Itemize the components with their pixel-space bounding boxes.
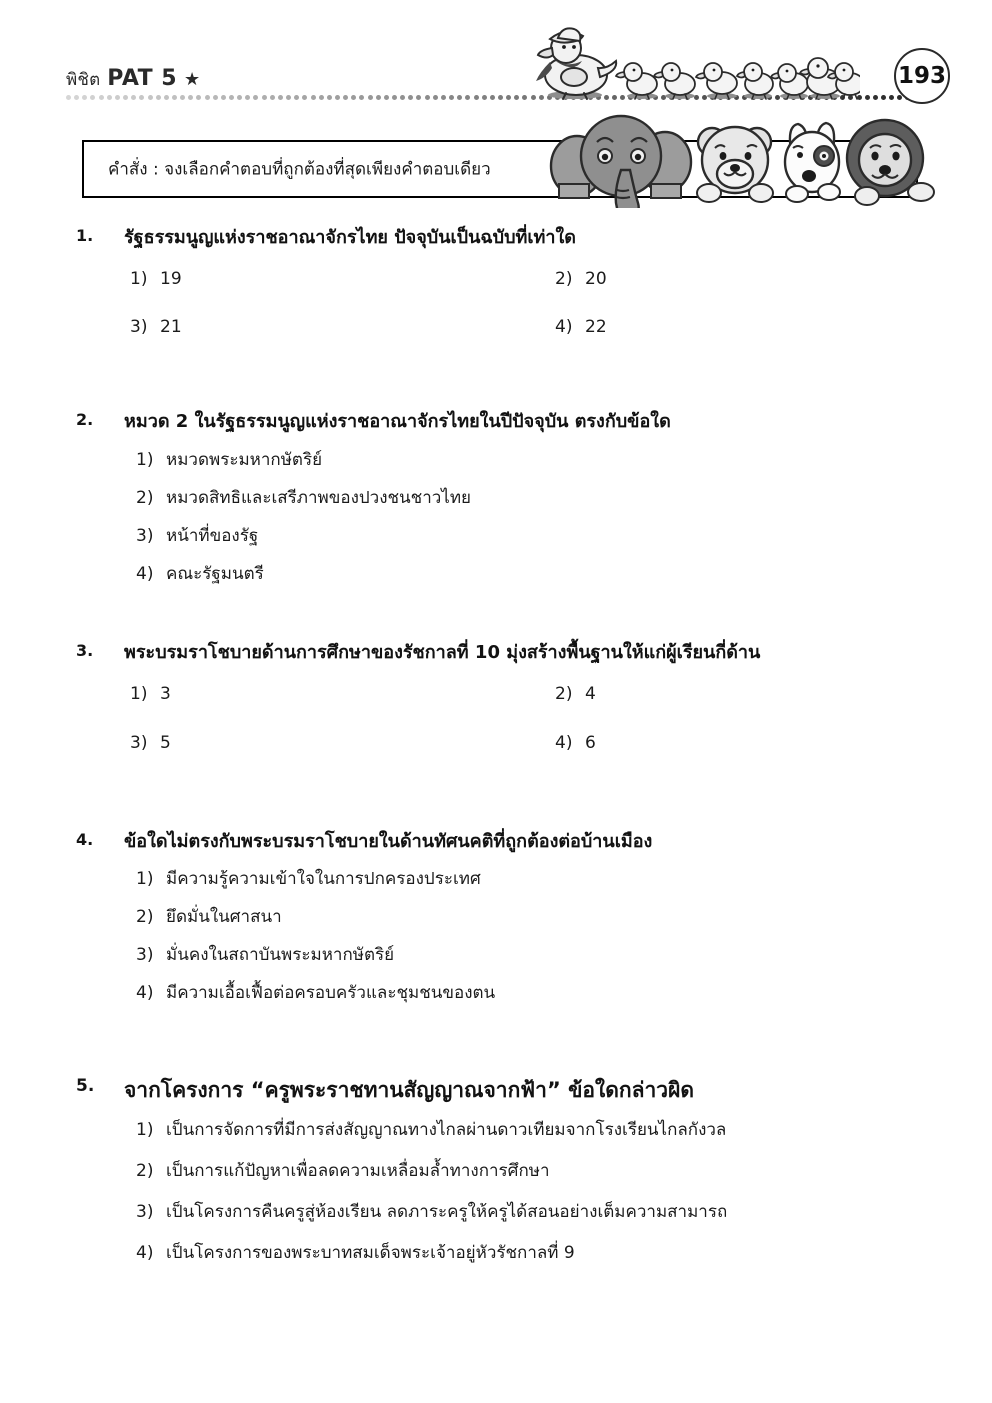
choice-label: ยึดมั่นในศาสนา: [166, 907, 282, 928]
question-block: [0, 226, 992, 338]
rule-dot: [294, 95, 299, 100]
choice-key: 3): [136, 525, 154, 546]
rule-dot: [416, 95, 421, 100]
choice-option[interactable]: [136, 487, 992, 509]
instruction-text: คำสั่ง : จงเลือกคำตอบที่ถูกต้องที่สุดเพียงคำตอบเดียว: [108, 159, 491, 180]
rule-dot: [449, 95, 454, 100]
choice-key: 3): [130, 732, 148, 753]
rule-dot: [74, 95, 79, 100]
rule-dot: [490, 95, 495, 100]
choice-key: 2): [136, 1160, 154, 1181]
choice-key: 2): [555, 684, 573, 705]
rule-dot: [343, 95, 348, 100]
choice-list: [0, 250, 992, 338]
rule-dot: [384, 95, 389, 100]
choice-label: 4: [585, 684, 596, 705]
choice-label: 6: [585, 732, 596, 753]
choice-option[interactable]: [555, 732, 992, 754]
rule-dot: [237, 95, 242, 100]
book-title-pat: PAT 5: [107, 66, 178, 91]
choice-label: 22: [585, 317, 607, 338]
choice-label: 5: [160, 732, 171, 753]
rule-dot: [327, 95, 332, 100]
choice-option[interactable]: [136, 982, 992, 1004]
rule-dot: [457, 95, 462, 100]
choice-label: หมวดพระมหากษัตริย์: [166, 449, 323, 470]
rule-dot: [164, 95, 169, 100]
choice-option[interactable]: [136, 1242, 992, 1264]
choice-key: 3): [136, 945, 154, 966]
rule-dot: [229, 95, 234, 100]
questions-list: [0, 226, 992, 1283]
question-number: 2.: [76, 410, 94, 430]
choice-label: 21: [160, 317, 182, 338]
rule-dot: [359, 95, 364, 100]
choice-key: 2): [136, 487, 154, 508]
rule-dot: [400, 95, 405, 100]
choice-option[interactable]: [130, 268, 555, 290]
choice-option[interactable]: [136, 563, 992, 585]
choice-key: 4): [136, 1242, 154, 1263]
choice-option[interactable]: [130, 683, 555, 705]
question-number: 3.: [76, 641, 94, 661]
choice-label: 20: [585, 269, 607, 290]
choice-label: หมวดสิทธิและเสรีภาพของปวงชนชาวไทย: [166, 487, 472, 508]
rule-dot: [139, 95, 144, 100]
question-header: [0, 1076, 992, 1104]
rule-dot: [514, 95, 519, 100]
choice-option[interactable]: [136, 1119, 992, 1141]
question-block: [0, 410, 992, 585]
rule-dot: [474, 95, 479, 100]
rule-dot: [205, 95, 210, 100]
rule-dot: [889, 95, 894, 100]
question-block: [0, 641, 992, 753]
choice-key: 1): [130, 684, 148, 705]
rule-dot: [425, 95, 430, 100]
rule-dot: [270, 95, 275, 100]
rule-dot: [148, 95, 153, 100]
choice-key: 3): [136, 1201, 154, 1222]
star-icon: ★: [183, 69, 201, 90]
rule-dot: [392, 95, 397, 100]
question-number: 5.: [76, 1076, 95, 1097]
rule-dot: [865, 95, 870, 100]
choice-key: 1): [136, 1119, 154, 1140]
choice-option[interactable]: [136, 449, 992, 471]
choice-option[interactable]: [136, 868, 992, 890]
rule-dot: [433, 95, 438, 100]
question-spacer: [0, 585, 992, 641]
rule-dot: [99, 95, 104, 100]
choice-label: คณะรัฐมนตรี: [166, 564, 264, 585]
rule-dot: [156, 95, 161, 100]
choice-label: หน้าที่ของรัฐ: [166, 525, 259, 546]
choice-key: 4): [136, 983, 154, 1004]
rule-dot: [278, 95, 283, 100]
rule-dot: [82, 95, 87, 100]
rule-dot: [253, 95, 258, 100]
question-header: [0, 830, 992, 854]
rule-dot: [311, 95, 316, 100]
rule-dot: [107, 95, 112, 100]
rule-dot: [498, 95, 503, 100]
rule-dot: [115, 95, 120, 100]
question-text: รัฐธรรมนูญแห่งราชอาณาจักรไทย ปัจจุบันเป็นฉบับที่เท่าใด: [124, 227, 576, 248]
page-header: [0, 0, 992, 112]
question-text: ข้อใดไม่ตรงกับพระบรมราโชบายในด้านทัศนคติที่ถูกต้องต่อบ้านเมือง: [124, 830, 653, 852]
rule-dot: [335, 95, 340, 100]
rule-dot: [221, 95, 226, 100]
rule-dot: [873, 95, 878, 100]
question-number: 4.: [76, 829, 94, 849]
question-number: 1.: [76, 226, 94, 245]
choice-list: [0, 1105, 992, 1264]
instruction-box: [82, 140, 918, 198]
duck-parade-icon: [530, 22, 860, 102]
choice-option[interactable]: [136, 1160, 992, 1182]
rule-dot: [188, 95, 193, 100]
question-spacer: [0, 1004, 992, 1076]
rule-dot: [376, 95, 381, 100]
choice-label: 19: [160, 269, 182, 290]
choice-key: 1): [130, 269, 148, 290]
question-text: หมวด 2 ในรัฐธรรมนูญแห่งราชอาณาจักรไทยในปีปัจจุบัน ตรงกับข้อใด: [124, 411, 671, 433]
rule-dot: [465, 95, 470, 100]
question-text: จากโครงการ “ครูพระราชทานสัญญาณจากฟ้า” ข้อใดกล่าวผิด: [124, 1078, 695, 1103]
rule-dot: [351, 95, 356, 100]
choice-label: เป็นการแก้ปัญหาเพื่อลดความเหลื่อมล้ำทางการศึกษา: [166, 1160, 550, 1181]
choice-option[interactable]: [555, 316, 992, 338]
choice-list: [0, 435, 992, 585]
rule-dot: [319, 95, 324, 100]
choice-label: มีความรู้ความเข้าใจในการปกครองประเทศ: [166, 868, 481, 889]
question-text: พระบรมราโชบายด้านการศึกษาของรัชกาลที่ 10 มุ่งสร้างพื้นฐานให้แก่ผู้เรียนกี่ด้าน: [124, 642, 761, 664]
choice-label: มั่นคงในสถาบันพระมหากษัตริย์: [166, 945, 395, 966]
choice-option[interactable]: [130, 316, 555, 338]
choice-label: เป็นการจัดการที่มีการส่งสัญญาณทางไกลผ่านดาวเทียมจากโรงเรียนไกลกังวล: [166, 1119, 727, 1140]
rule-dot: [213, 95, 218, 100]
rule-dot: [441, 95, 446, 100]
rule-dot: [506, 95, 511, 100]
rule-dot: [131, 95, 136, 100]
choice-option[interactable]: [136, 1201, 992, 1223]
question-block: [0, 1076, 992, 1264]
choice-key: 4): [136, 564, 154, 585]
choice-key: 3): [130, 317, 148, 338]
choice-key: 1): [136, 449, 154, 470]
rule-dot: [180, 95, 185, 100]
rule-dot: [262, 95, 267, 100]
choice-option[interactable]: [555, 683, 992, 705]
book-title: [66, 66, 200, 93]
rule-dot: [286, 95, 291, 100]
choice-list: [0, 665, 992, 753]
choice-option[interactable]: [136, 906, 992, 928]
rule-dot: [66, 95, 71, 100]
instruction-area: [82, 140, 918, 198]
choice-option[interactable]: [136, 525, 992, 547]
page-number: 193: [894, 48, 950, 104]
rule-dot: [245, 95, 250, 100]
rule-dot: [368, 95, 373, 100]
question-header: [0, 410, 992, 434]
choice-key: 2): [555, 269, 573, 290]
rule-dot: [302, 95, 307, 100]
rule-dot: [482, 95, 487, 100]
rule-dot: [408, 95, 413, 100]
question-header: [0, 226, 992, 250]
rule-dot: [196, 95, 201, 100]
choice-key: 1): [136, 868, 154, 889]
book-title-thai: พิชิต: [66, 70, 101, 90]
rule-dot: [172, 95, 177, 100]
choice-option[interactable]: [136, 944, 992, 966]
question-spacer: [0, 754, 992, 830]
choice-label: มีความเอื้อเฟื้อต่อครอบครัวและชุมชนของตน: [166, 983, 496, 1004]
choice-label: เป็นโครงการของพระบาทสมเด็จพระเจ้าอยู่หัวรัชกาลที่ 9: [166, 1242, 575, 1263]
rule-dot: [881, 95, 886, 100]
choice-key: 4): [555, 732, 573, 753]
choice-option[interactable]: [130, 732, 555, 754]
choice-list: [0, 854, 992, 1004]
question-header: [0, 641, 992, 665]
choice-label: เป็นโครงการคืนครูสู่ห้องเรียน ลดภาระครูให้ครูได้สอนอย่างเต็มความสามารถ: [166, 1201, 728, 1222]
question-block: [0, 830, 992, 1005]
question-spacer: [0, 338, 992, 410]
rule-dot: [123, 95, 128, 100]
rule-dot: [522, 95, 527, 100]
choice-option[interactable]: [555, 268, 992, 290]
choice-key: 2): [136, 907, 154, 928]
rule-dot: [90, 95, 95, 100]
choice-key: 4): [555, 317, 573, 338]
choice-label: 3: [160, 684, 171, 705]
